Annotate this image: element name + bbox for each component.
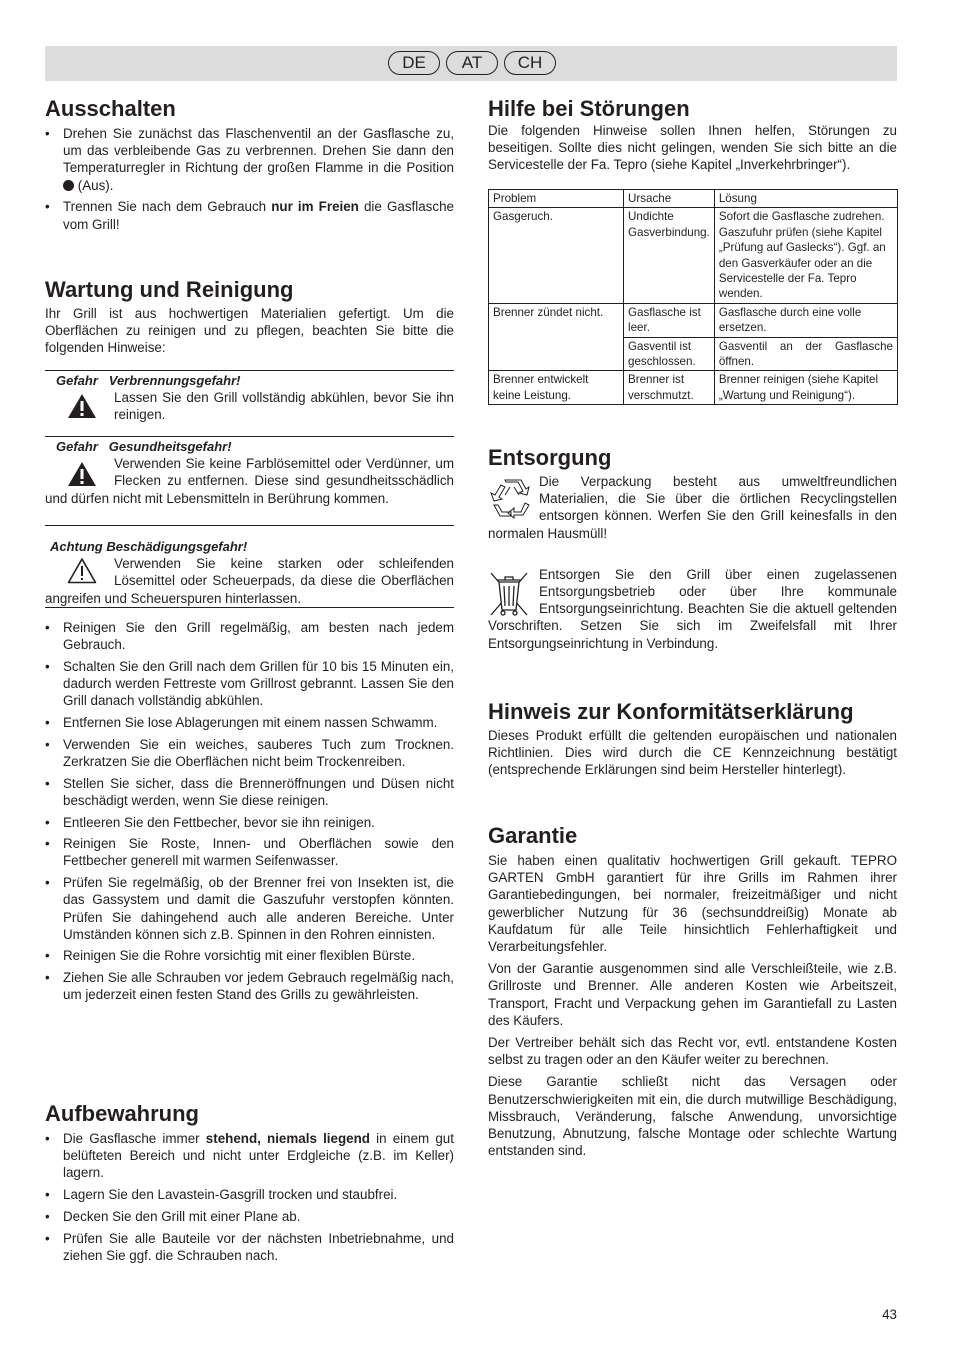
- section-stoerungen: [488, 96, 897, 174]
- list-item: • Trennen Sie nach dem Gebrauch nur im Freien die Gasflasche vom Grill!: [45, 198, 454, 232]
- table-cell: Sofort die Gasflasche zudrehen. Gaszufuhr prüfen (siehe Kapitel „Prüfung auf Gaslecks“). Ggf. an den Gasverkäufer oder an die Servicestelle der Fa. Tepro wenden.: [714, 208, 897, 303]
- heading-konformitaet: Hinweis zur Konformitätserklärung: [488, 699, 854, 724]
- warning-label: Gefahr: [56, 373, 98, 388]
- filled-circle-icon: [63, 180, 74, 191]
- table-row: [489, 371, 898, 405]
- lang-tag-de: DE: [388, 51, 440, 75]
- heading-aufbewahrung: Aufbewahrung: [45, 1101, 199, 1126]
- table-cell: Gasventil ist geschlossen.: [624, 337, 715, 371]
- table-cell: Brenner ist verschmutzt.: [624, 371, 715, 405]
- warning-text: Verwenden Sie keine Farblösemittel oder Verdünner, um Flecken zu entfernen. Diese sind gesundheitsschädlich und dürfen nicht mit Lebensmitteln in Berührung kommen.: [45, 456, 454, 506]
- table-row: [489, 208, 898, 303]
- lang-tag-at: AT: [446, 51, 498, 75]
- wartung-list-container: [45, 619, 454, 1008]
- table-header-cell: Ursache: [624, 190, 715, 208]
- heading-wartung: Wartung und Reinigung: [45, 277, 294, 302]
- table-header-cell: Problem: [489, 190, 624, 208]
- table-cell: Brenner zündet nicht.: [489, 303, 624, 371]
- list-item: • Decken Sie den Grill mit einer Plane ab.: [45, 1208, 454, 1225]
- heading-garantie: Garantie: [488, 823, 578, 848]
- troubleshooting-table: [488, 189, 898, 405]
- list-item: • Entfernen Sie lose Ablagerungen mit einem nassen Schwamm.: [45, 714, 454, 731]
- page-number: 43: [882, 1307, 897, 1322]
- garantie-paragraph: Sie haben einen qualitativ hochwertigen Grill gekauft. TEPRO GARTEN GmbH garantiert für ihre Grills im Rahmen ihrer Garantiebedingungen, bei normaler, freizeitmäßiger und nicht gewerblicher Nutzung für 36 (sechsunddreißig) Monate ab Kaufdatum für alle Teile hinsichtlich Fehlerhaftigkeit und Verarbeitungsfehler.: [488, 853, 897, 955]
- warning-block-health: [45, 436, 454, 526]
- list-item: • Reinigen Sie die Rohre vorsichtig mit einer flexiblen Bürste.: [45, 947, 454, 964]
- warning-label: Gefahr: [56, 439, 98, 454]
- list-item: • Ziehen Sie alle Schrauben vor jedem Gebrauch regelmäßig nach, um jederzeit einen festen Stand des Grills zu gewährleisten.: [45, 969, 454, 1003]
- entsorgung-disposal-text: Entsorgen Sie den Grill über einen zugelassenen Entsorgungsbetrieb oder über Ihre kommunale Entsorgungseinrichtung. Beachten Sie die aktuell geltenden Vorschriften. Setzen Sie sich im Zweifelsfall mit Ihrer Entsorgungseinrichtung in Verbindung.: [488, 566, 897, 651]
- table-header-row: [489, 190, 898, 208]
- section-garantie: [488, 823, 897, 1159]
- warning-title: Verbrennungsgefahr!: [108, 373, 241, 388]
- warning-filled-icon: [67, 393, 97, 419]
- wartung-intro: Ihr Grill ist aus hochwertigen Materialien gefertigt. Um die Oberflächen zu reinigen und zu pflegen, beachten Sie bitte die folgenden Hinweise:: [45, 306, 454, 356]
- table-row: [489, 303, 898, 337]
- list-item: • Schalten Sie den Grill nach dem Grillen für 10 bis 15 Minuten ein, dadurch werden Fettreste vom Grillrost gebrannt. Lassen Sie den Grill danach vollständig abkühlen.: [45, 658, 454, 710]
- section-ausschalten: [45, 96, 454, 237]
- list-item: • Lagern Sie den Lavastein-Gasgrill trocken und staubfrei.: [45, 1186, 454, 1203]
- list-item: • Reinigen Sie den Grill regelmäßig, am besten nach jedem Gebrauch.: [45, 619, 454, 653]
- list-item: • Stellen Sie sicher, dass die Brenneröffnungen und Düsen nicht beschädigt werden, wenn Sie diese reinigen.: [45, 775, 454, 809]
- warning-block-burn: [45, 370, 454, 429]
- warning-outline-icon: [67, 557, 97, 584]
- section-entsorgung: [488, 445, 897, 652]
- warning-block-damage: [45, 537, 454, 608]
- heading-ausschalten: Ausschalten: [45, 96, 176, 121]
- aufbewahrung-list: [45, 1130, 454, 1264]
- konformitaet-text: Dieses Produkt erfüllt die geltenden europäischen und nationalen Richtlinien. Dies wird durch die CE Kennzeichnung bestätigt (entsprechende Erklärungen sind beim Hersteller hinterlegt).: [488, 728, 897, 778]
- list-item: • Die Gasflasche immer stehend, niemals liegend in einem gut belüfteten Bereich und nicht unter Erdgleiche (z.B. im Keller) lagern.: [45, 1130, 454, 1182]
- garantie-paragraph: Diese Garantie schließt nicht das Versagen oder Benutzerschwierigkeiten mit ein, die durch mutwillige Beschädigung, Missbrauch, Veränderung, falsche Anwendung, unvorsichtige Benutzung, Abnutzung, falsche Montage oder schlechte Wartung entstanden sind.: [488, 1074, 897, 1159]
- table-cell: Gasflasche durch eine volle ersetzen.: [714, 303, 897, 337]
- wartung-list: [45, 619, 454, 1004]
- table-header-cell: Lösung: [714, 190, 897, 208]
- section-konformitaet: [488, 699, 897, 779]
- warning-label: Achtung: [50, 539, 103, 554]
- table-cell: Undichte Gasverbindung.: [624, 208, 715, 303]
- heading-stoerungen: Hilfe bei Störungen: [488, 96, 690, 121]
- crossed-bin-icon: [487, 570, 531, 618]
- warning-filled-icon: [67, 461, 97, 487]
- warning-title: Gesundheitsgefahr!: [108, 439, 232, 454]
- table-cell: Brenner reinigen (siehe Kapitel „Wartung und Reinigung“).: [714, 371, 897, 405]
- warning-title: Beschädigungsgefahr!: [106, 539, 248, 554]
- section-wartung: [45, 277, 454, 357]
- list-item: • Drehen Sie zunächst das Flaschenventil an der Gasflasche zu, um das verbleibende Gas zu verbrennen. Drehen Sie dann den Temperaturregler in Richtung der großen Flamme in die Position (Aus).: [45, 125, 454, 194]
- table-cell: Gasgeruch.: [489, 208, 624, 303]
- garantie-paragraph: Der Vertreiber behält sich das Recht vor, evtl. entstandene Kosten selbst zu tragen oder an den Käufer weiter zu berechnen.: [488, 1035, 897, 1068]
- warning-text: Lassen Sie den Grill vollständig abkühlen, bevor Sie ihn reinigen.: [114, 390, 454, 423]
- lang-tag-ch: CH: [504, 51, 556, 75]
- entsorgung-packaging-text: Die Verpackung besteht aus umweltfreundlichen Materialien, die Sie über die örtlichen Recyclingstellen entsorgen können. Werfen Sie den Grill keinesfalls in den normalen Hausmüll!: [488, 474, 897, 541]
- list-item: • Entleeren Sie den Fettbecher, bevor sie ihn reinigen.: [45, 814, 454, 831]
- table-cell: Gasventil an der Gasflasche öffnen.: [714, 337, 897, 371]
- table-cell: Brenner entwickelt keine Leistung.: [489, 371, 624, 405]
- list-item: • Verwenden Sie ein weiches, sauberes Tuch zum Trocknen. Zerkratzen Sie die Oberflächen nicht beim Trockenreiben.: [45, 736, 454, 770]
- list-item: • Reinigen Sie Roste, Innen- und Oberflächen sowie den Fettbecher generell mit warmen Seifenwasser.: [45, 835, 454, 869]
- list-item: • Prüfen Sie regelmäßig, ob der Brenner frei von Insekten ist, die das Gassystem und damit die Gaszufuhr verstopfen könnten. Prüfen Sie dahingehend auch alle anderen Bereiche. Unter Umständen können sich z.B. Spinnen in den Rohren einnisten.: [45, 874, 454, 943]
- stoerungen-intro: Die folgenden Hinweise sollen Ihnen helfen, Störungen zu beseitigen. Sollte dies nicht gelingen, wenden Sie sich bitte an die Servicestelle der Fa. Tepro (siehe Kapitel „Inverkehrbringer“).: [488, 123, 897, 173]
- heading-entsorgung: Entsorgung: [488, 445, 612, 470]
- list-item: • Prüfen Sie alle Bauteile vor der nächsten Inbetriebnahme, und ziehen Sie ggf. die Schrauben nach.: [45, 1230, 454, 1264]
- ausschalten-list: [45, 125, 454, 233]
- warning-text: Verwenden Sie keine starken oder schleifenden Lösemittel oder Scheuerpads, da diese die Oberflächen angreifen und Scheuerspuren hinterlassen.: [45, 556, 454, 606]
- table-cell: Gasflasche ist leer.: [624, 303, 715, 337]
- recycling-icon: [489, 476, 535, 522]
- garantie-paragraph: Von der Garantie ausgenommen sind alle Verschleißteile, wie z.B. Grillroste und Brenner. Alle anderen Kosten wie Arbeitszeit, Transport, Fracht und Verpackung gehen im Garantiefall zu Lasten des Käufers.: [488, 961, 897, 1028]
- section-aufbewahrung: [45, 1101, 454, 1268]
